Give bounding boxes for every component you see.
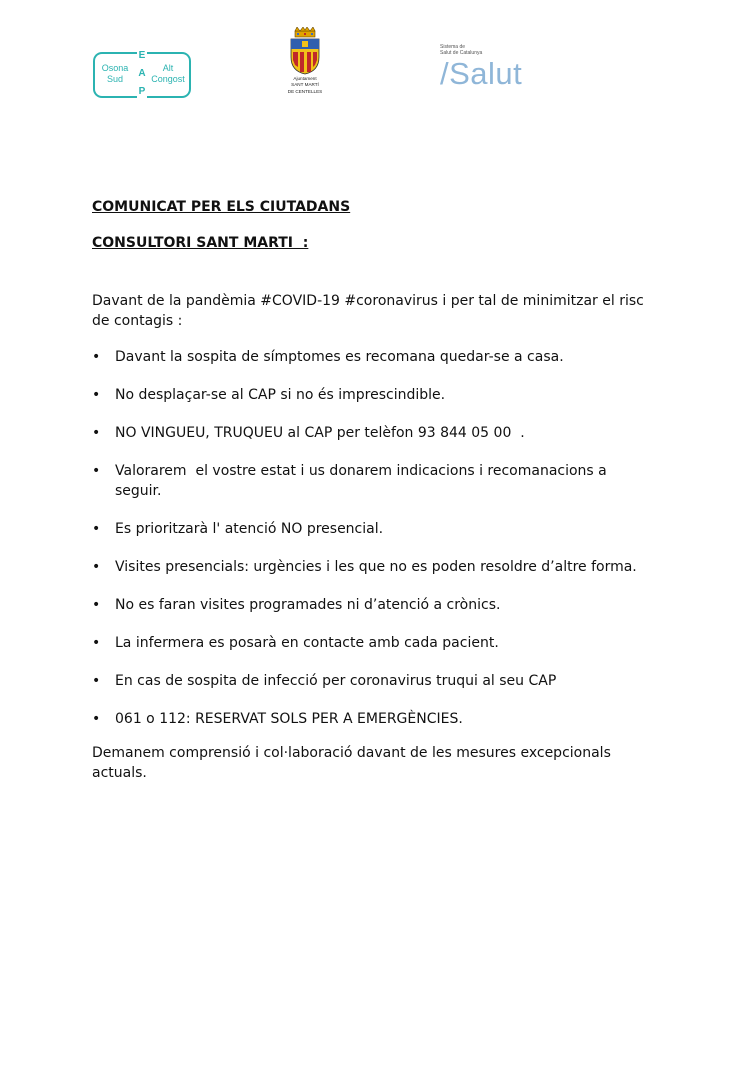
eap-logo-right-line1: Alt bbox=[162, 63, 174, 73]
list-item-text: 061 o 112: RESERVAT SOLS PER A EMERGÈNCIES. bbox=[115, 711, 463, 727]
list-item bbox=[92, 423, 652, 443]
document-title: COMUNICAT PER ELS CIUTADANS bbox=[92, 199, 351, 215]
list-item-text: No desplaçar-se al CAP si no és imprescindible. bbox=[115, 387, 446, 403]
document-subtitle: CONSULTORI SANT MARTI : bbox=[92, 235, 309, 251]
bullet-icon: • bbox=[92, 425, 101, 441]
salut-logo-brand: /Salut bbox=[440, 56, 523, 91]
list-item bbox=[92, 557, 652, 577]
list-item bbox=[92, 633, 652, 653]
bullet-icon: • bbox=[92, 521, 101, 537]
list-item-text: NO VINGUEU, TRUQUEU al CAP per telèfon 93 844 05 00 . bbox=[115, 425, 525, 441]
list-item bbox=[92, 385, 652, 405]
list-item-text: La infermera es posarà en contacte amb cada pacient. bbox=[115, 635, 499, 651]
eap-logo-letter-e: E bbox=[138, 50, 146, 61]
bullet-icon: • bbox=[92, 559, 101, 575]
eap-logo-letter-a: A bbox=[138, 68, 146, 79]
recommendations-list bbox=[92, 347, 652, 729]
eap-osona-sud-alt-congost-logo bbox=[93, 48, 191, 104]
list-item bbox=[92, 709, 652, 729]
bullet-icon: • bbox=[92, 635, 101, 651]
ajuntament-sant-marti-logo bbox=[283, 27, 327, 103]
salut-logo-line2: Salut de Catalunya bbox=[440, 50, 483, 56]
bullet-icon: • bbox=[92, 597, 101, 613]
eap-logo-letter-p: P bbox=[138, 86, 146, 97]
list-item-text: En cas de sospita de infecció per coronavirus truqui al seu CAP bbox=[115, 673, 557, 689]
bullet-icon: • bbox=[92, 349, 101, 365]
ajuntament-line3: DE CENTELLES bbox=[287, 88, 323, 94]
ajuntament-line1: Ajuntament bbox=[293, 76, 317, 81]
bullet-icon: • bbox=[92, 463, 101, 479]
eap-logo-right-line2: Congost bbox=[151, 74, 185, 84]
eap-logo-left-line2: Sud bbox=[106, 74, 123, 84]
list-item-text: Es prioritzarà l' atenció NO presencial. bbox=[115, 521, 384, 537]
list-item bbox=[92, 347, 652, 367]
salut-logo-line1: Sistema de bbox=[440, 44, 466, 50]
list-item bbox=[92, 595, 652, 615]
bullet-icon: • bbox=[92, 673, 101, 689]
list-item-text: Davant la sospita de símptomes es recomana quedar-se a casa. bbox=[115, 349, 564, 365]
list-item bbox=[92, 671, 652, 691]
list-item-text: Visites presencials: urgències i les que no es poden resoldre d’altre forma. bbox=[115, 559, 637, 575]
intro-paragraph: Davant de la pandèmia #COVID-19 #coronavirus i per tal de minimitzar el risc de contagis : bbox=[92, 293, 644, 329]
list-item-text: No es faran visites programades ni d’atenció a crònics. bbox=[115, 597, 501, 613]
bullet-icon: • bbox=[92, 387, 101, 403]
salut-catalunya-logo bbox=[440, 44, 550, 96]
closing-paragraph: Demanem comprensió i col·laboració davant de les mesures excepcionals actuals. bbox=[92, 745, 611, 781]
list-item bbox=[92, 461, 652, 501]
coat-of-arms-icon bbox=[288, 27, 322, 75]
eap-logo-left-line1: Osona bbox=[101, 63, 129, 73]
list-item-text: Valorarem el vostre estat i us donarem indicacions i recomanacions a seguir. bbox=[115, 463, 612, 499]
ajuntament-line2: SANT MARTÍ bbox=[291, 82, 319, 88]
bullet-icon: • bbox=[92, 711, 101, 727]
list-item bbox=[92, 519, 652, 539]
